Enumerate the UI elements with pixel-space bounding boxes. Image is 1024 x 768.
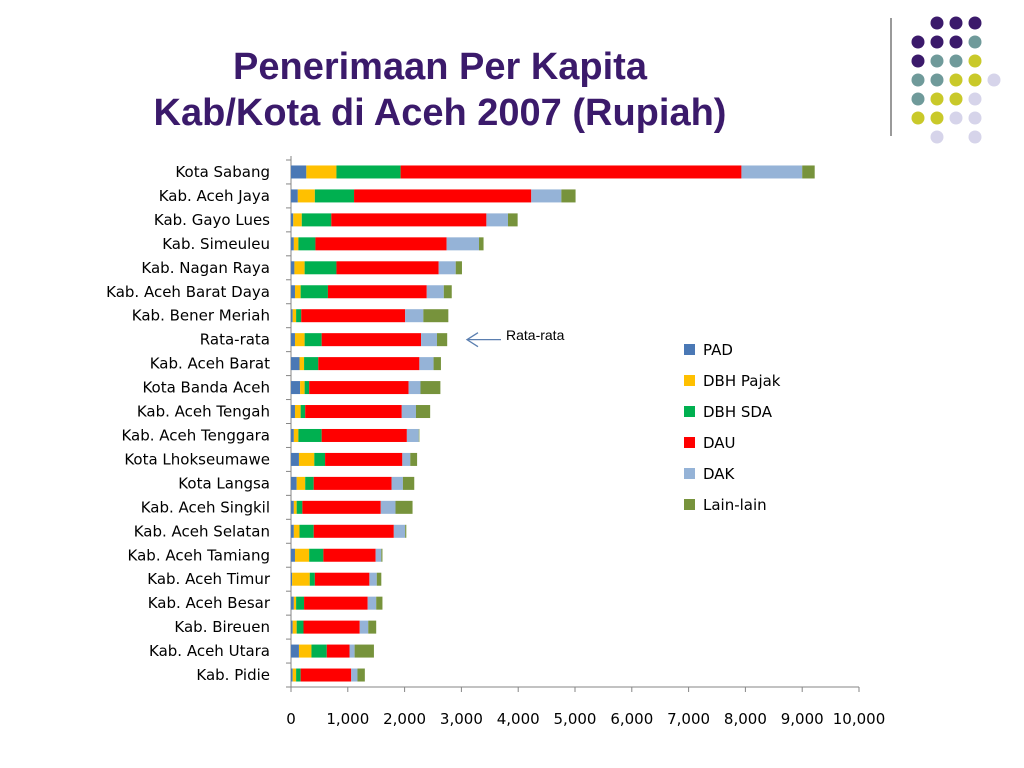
bar-segment-dbh-pajak [293, 309, 296, 322]
x-tick-label: 1,000 [326, 710, 370, 728]
bar-segment-lain-lain [437, 333, 447, 346]
legend-swatch [684, 437, 695, 448]
bar-segment-dbh-pajak [294, 237, 299, 250]
x-tick-label: 8,000 [723, 710, 767, 728]
bar-segment-lain-lain [357, 669, 364, 682]
bar-segment-dbh-sda [305, 477, 314, 490]
bar-segment-lain-lain [377, 573, 382, 586]
bar-segment-pad [291, 573, 292, 586]
bar-segment-pad [291, 477, 297, 490]
bar-segment-dbh-sda [301, 285, 328, 298]
x-tick-label: 6,000 [610, 710, 654, 728]
x-tick-label: 10,000 [832, 710, 886, 728]
category-label: Kota Langsa [178, 474, 270, 493]
bar-segment-lain-lain [419, 429, 420, 442]
bar-segment-dbh-sda [301, 405, 306, 418]
rata-rata-annotation: Rata-rata [506, 327, 565, 343]
x-tick-label: 4,000 [496, 710, 540, 728]
bar-segment-dbh-pajak [299, 645, 311, 658]
bar-segment-dau [327, 645, 350, 658]
category-label: Kab. Bener Meriah [131, 306, 270, 325]
bar-segment-dau [315, 573, 370, 586]
bar-segment-lain-lain [368, 621, 376, 634]
category-label: Kota Lhokseumawe [124, 450, 270, 469]
bar-segment-lain-lain [479, 237, 484, 250]
bar-segment-dbh-sda [314, 453, 325, 466]
bar-segment-pad [291, 549, 295, 562]
bar-segment-dak [360, 621, 369, 634]
bar-segment-dak [419, 357, 433, 370]
bar-segment-dau [331, 213, 486, 226]
category-label: Kab. Bireuen [174, 618, 270, 637]
bar-segment-lain-lain [403, 477, 414, 490]
category-label: Kab. Aceh Tengah [136, 402, 270, 421]
bar-segment-lain-lain [434, 357, 441, 370]
bar-segment-dbh-sda [297, 621, 304, 634]
bar-segment-dak [531, 189, 561, 202]
bar-segment-dak [447, 237, 479, 250]
bar-segment-pad [291, 189, 298, 202]
legend-label: Lain-lain [703, 495, 767, 514]
bar-segment-dbh-pajak [293, 669, 296, 682]
bar-segment-dbh-sda [305, 333, 322, 346]
category-label: Kab. Aceh Barat [149, 354, 270, 373]
bar-segment-pad [291, 261, 294, 274]
bar-segment-dak [741, 165, 802, 178]
legend-swatch [684, 344, 695, 355]
bar-segment-lain-lain [423, 309, 448, 322]
bar-segment-dbh-sda [296, 669, 301, 682]
bar-segment-dau [303, 621, 359, 634]
bar-segment-dau [401, 165, 742, 178]
bar-segment-pad [291, 333, 295, 346]
x-tick-label: 9,000 [780, 710, 824, 728]
bar-segment-dau [302, 501, 380, 514]
bar-segment-dbh-pajak [295, 549, 309, 562]
bar-segment-lain-lain [421, 381, 441, 394]
bar-segment-dau [322, 333, 421, 346]
title-line-1: Penerimaan Per Kapita [233, 46, 647, 88]
bar-segment-lain-lain [456, 261, 462, 274]
bar-segment-lain-lain [405, 525, 406, 538]
bar-segment-dak [405, 309, 423, 322]
bar-segment-dau [322, 429, 407, 442]
bar-segment-dak [350, 645, 355, 658]
bar-segment-dak [402, 405, 416, 418]
category-label: Kab. Aceh Singkil [140, 498, 270, 517]
bar-segment-dbh-sda [311, 645, 326, 658]
bar-segment-dau [301, 669, 352, 682]
x-tick-label: 3,000 [439, 710, 483, 728]
bar-segment-dak [392, 477, 403, 490]
bar-segment-lain-lain [561, 189, 575, 202]
category-label: Kab. Gayo Lues [153, 210, 270, 229]
bar-segment-dak [351, 669, 357, 682]
bar-segment-pad [291, 621, 293, 634]
category-label: Rata-rata [199, 330, 270, 349]
bar-segment-pad [291, 381, 300, 394]
category-label: Kota Banda Aceh [142, 378, 270, 397]
bar-segment-dau [318, 357, 419, 370]
bar-segment-lain-lain [802, 165, 814, 178]
legend-label: DAU [703, 433, 736, 452]
bar-segment-dak [439, 261, 456, 274]
category-label: Kab. Aceh Selatan [133, 522, 270, 541]
bar-segment-pad [291, 501, 294, 514]
legend-swatch [684, 499, 695, 510]
legend-item [684, 334, 781, 365]
bar-segment-dbh-sda [310, 573, 315, 586]
bar-segment-pad [291, 309, 293, 322]
bar-segment-dau [315, 237, 446, 250]
chart-legend [684, 334, 781, 520]
category-label: Kab. Pidie [196, 666, 270, 685]
bar-segment-dak [407, 429, 419, 442]
bar-segment-dak [381, 501, 396, 514]
legend-label: DBH SDA [703, 402, 772, 421]
bar-segment-dbh-sda [297, 501, 303, 514]
bar-segment-dbh-sda [304, 357, 318, 370]
bar-segment-pad [291, 597, 294, 610]
bar-segment-dbh-sda [296, 597, 304, 610]
category-label: Kab. Nagan Raya [141, 258, 270, 277]
bar-segment-dau [328, 285, 427, 298]
bar-segment-pad [291, 285, 295, 298]
bar-segment-dak [369, 573, 376, 586]
bar-segment-dbh-pajak [292, 573, 310, 586]
bar-segment-dau [354, 189, 531, 202]
bar-segment-dau [301, 309, 405, 322]
bar-segment-lain-lain [444, 285, 452, 298]
x-tick-label: 5,000 [553, 710, 597, 728]
legend-label: DAK [703, 464, 735, 483]
bar-segment-dbh-pajak [294, 261, 304, 274]
bar-segment-dbh-sda [305, 381, 310, 394]
bar-segment-dbh-pajak [298, 189, 315, 202]
legend-swatch [684, 375, 695, 386]
legend-item [684, 458, 781, 489]
bar-segment-dbh-sda [300, 525, 314, 538]
bar-segment-pad [291, 405, 295, 418]
bar-segment-dak [368, 597, 377, 610]
legend-item [684, 396, 781, 427]
bar-segment-dau [305, 405, 402, 418]
bar-segment-lain-lain [376, 597, 382, 610]
bar-segment-dau [325, 453, 402, 466]
bar-segment-dbh-pajak [295, 405, 301, 418]
x-tick-label: 0 [286, 710, 296, 728]
bar-segment-dak [421, 333, 437, 346]
bar-segment-dau [314, 477, 392, 490]
legend-swatch [684, 406, 695, 417]
title-line-2: Kab/Kota di Aceh 2007 (Rupiah) [153, 92, 727, 134]
category-label: Kab. Aceh Utara [149, 642, 270, 661]
bar-segment-dbh-sda [296, 309, 301, 322]
bar-segment-dbh-pajak [295, 285, 301, 298]
bar-segment-dbh-pajak [306, 165, 336, 178]
bar-segment-dak [427, 285, 444, 298]
bar-segment-dbh-pajak [300, 381, 305, 394]
category-label: Kota Sabang [175, 162, 270, 181]
bar-segment-dau [304, 597, 368, 610]
x-tick-label: 2,000 [383, 710, 427, 728]
bar-segment-lain-lain [396, 501, 413, 514]
bar-segment-dau [309, 381, 408, 394]
category-label: Kab. Aceh Tenggara [121, 426, 270, 445]
bar-segment-dak [409, 381, 421, 394]
bar-segment-dau [314, 525, 394, 538]
x-tick-label: 7,000 [667, 710, 711, 728]
bar-segment-dbh-pajak [294, 525, 300, 538]
bar-segment-lain-lain [355, 645, 374, 658]
category-label: Kab. Aceh Tamiang [127, 546, 270, 565]
bar-segment-dbh-pajak [294, 429, 299, 442]
bar-segment-lain-lain [410, 453, 417, 466]
bar-segment-pad [291, 429, 294, 442]
bar-segment-dak [376, 549, 382, 562]
bar-segment-dbh-pajak [297, 477, 306, 490]
bar-segment-dbh-pajak [294, 597, 296, 610]
bar-segment-dak [394, 525, 405, 538]
bar-segment-dbh-sda [315, 189, 354, 202]
bar-segment-dbh-sda [309, 549, 323, 562]
bar-segment-dbh-pajak [293, 621, 297, 634]
bar-segment-pad [291, 357, 300, 370]
category-label: Kab. Aceh Timur [147, 570, 270, 589]
bar-segment-dbh-sda [305, 261, 337, 274]
legend-label: DBH Pajak [703, 371, 781, 390]
bar-segment-dbh-pajak [300, 357, 305, 370]
bar-segment-dbh-pajak [294, 501, 297, 514]
bar-segment-dbh-pajak [299, 453, 314, 466]
bar-segment-pad [291, 165, 306, 178]
legend-item [684, 489, 781, 520]
bar-segment-dbh-sda [302, 213, 332, 226]
bar-segment-pad [291, 525, 294, 538]
bar-segment-lain-lain [381, 549, 382, 562]
bar-segment-lain-lain [416, 405, 430, 418]
legend-swatch [684, 468, 695, 479]
bar-segment-dau [323, 549, 375, 562]
bar-segment-dbh-sda [298, 429, 321, 442]
bar-segment-lain-lain [508, 213, 518, 226]
bar-segment-dbh-sda [336, 165, 400, 178]
bar-segment-dak [486, 213, 508, 226]
bar-segment-dbh-sda [298, 237, 315, 250]
legend-item [684, 427, 781, 458]
category-label: Kab. Aceh Jaya [158, 186, 270, 205]
category-label: Kab. Aceh Barat Daya [106, 282, 270, 301]
bar-segment-dbh-pajak [295, 333, 305, 346]
bar-segment-pad [291, 453, 299, 466]
legend-item [684, 365, 781, 396]
bar-segment-pad [291, 645, 299, 658]
bar-segment-pad [291, 237, 294, 250]
bar-segment-dau [336, 261, 438, 274]
legend-label: PAD [703, 340, 733, 359]
bar-segment-dbh-pajak [293, 213, 302, 226]
bar-segment-pad [291, 213, 293, 226]
bar-segment-dak [402, 453, 410, 466]
bar-segment-pad [291, 669, 293, 682]
category-label: Kab. Aceh Besar [147, 594, 270, 613]
category-label: Kab. Simeuleu [162, 234, 270, 253]
